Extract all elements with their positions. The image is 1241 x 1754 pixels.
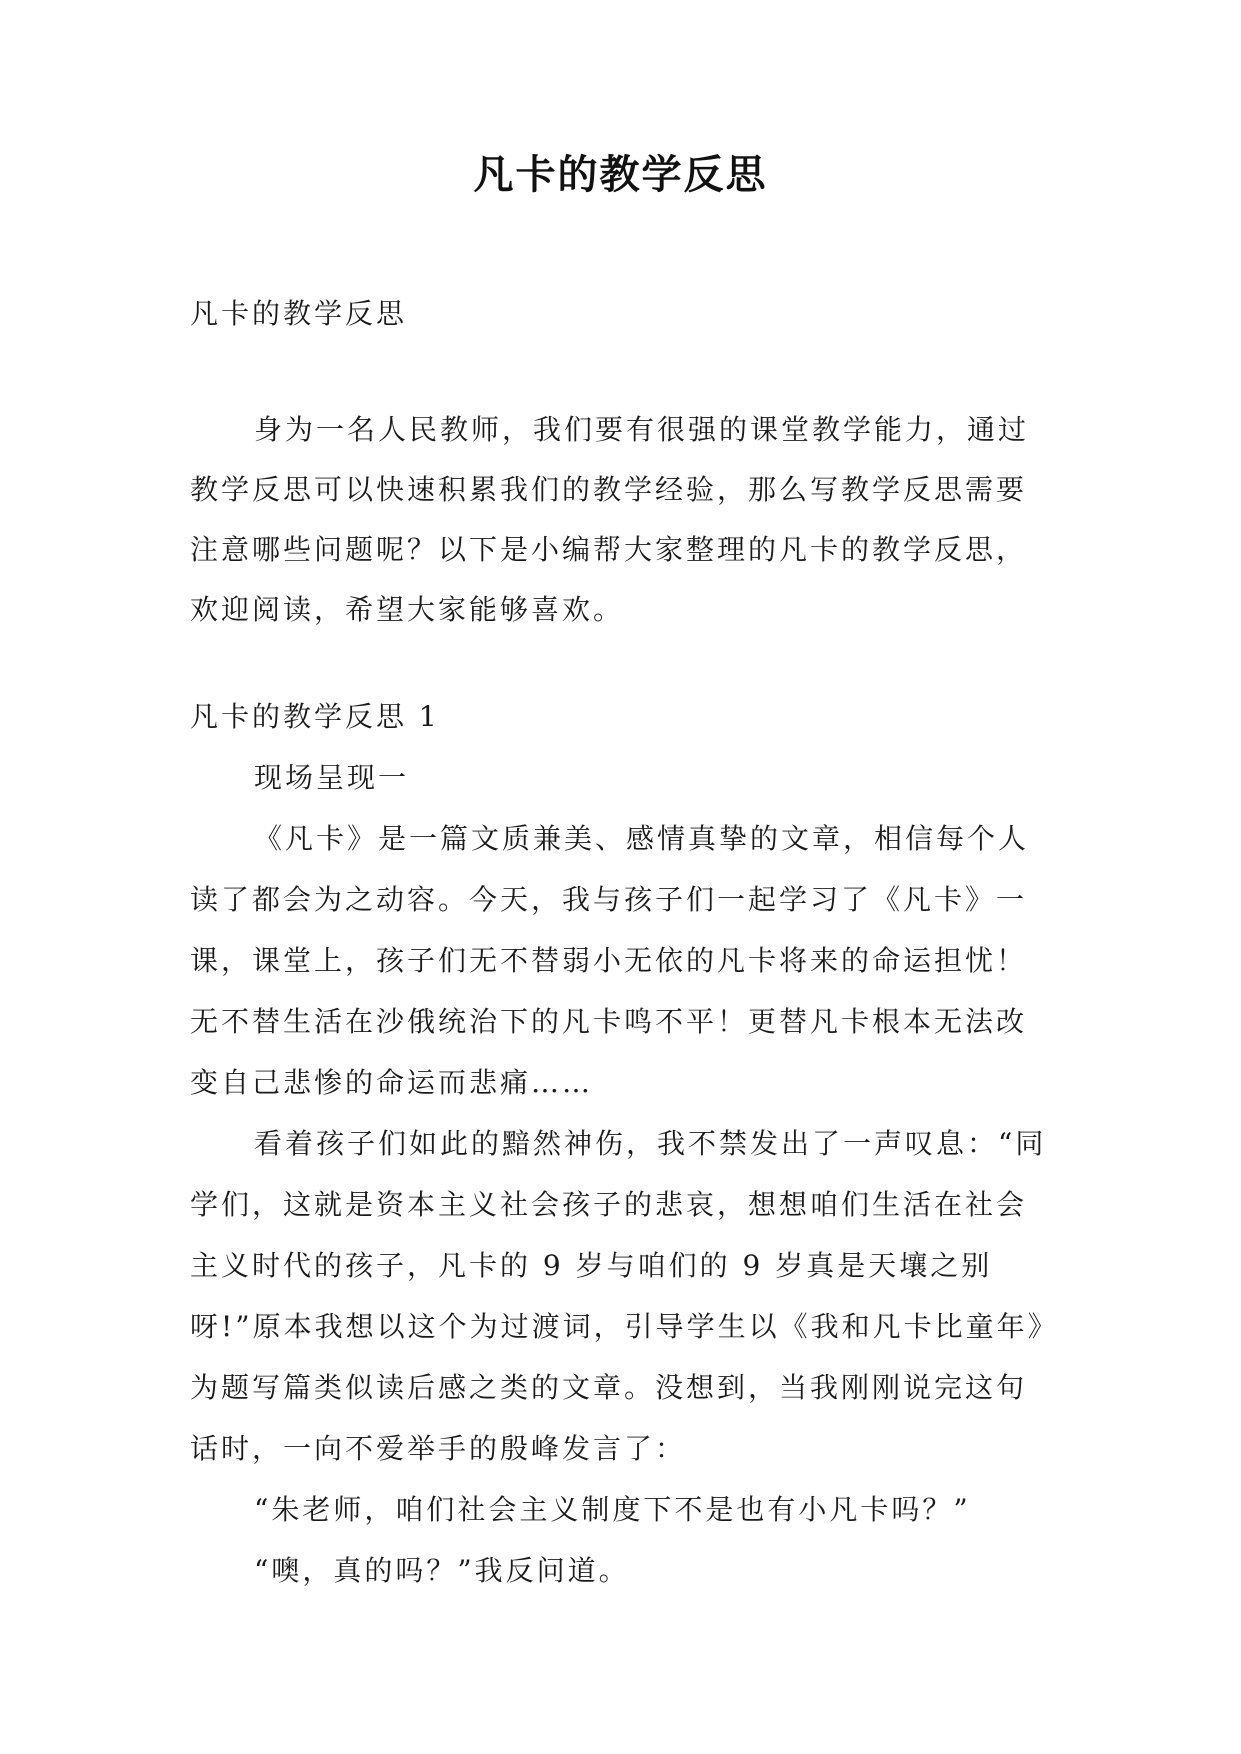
quote-paragraph: “朱老师，咱们社会主义制度下不是也有小凡卡吗？” (254, 1493, 971, 1526)
section-1 (190, 686, 1050, 1601)
intro-block (190, 400, 1050, 640)
body-paragraph: 看着孩子们如此的黯然神伤，我不禁发出了一声叹息：“同学们，这就是资本主义社会孩子的悲哀，想想咱们生活在社会主义时代的孩子，凡卡的 9 岁与咱们的 9 岁真是天壤之别呀!”原本我想以这个为过渡词，引导学生以《我和凡卡比童年》为题写篇类似读后感之类的文章。没想到，当我刚刚说完这句话时，一向不爱举手的殷峰发言了： (190, 1127, 1047, 1465)
section-subheading: 现场呈现一 (254, 761, 410, 794)
body-paragraph: 《凡卡》是一篇文质兼美、感情真挚的文章，相信每个人读了都会为之动容。今天，我与孩子们一起学习了《凡卡》一课，课堂上，孩子们无不替弱小无依的凡卡将来的命运担忧！无不替生活在沙俄统治下的凡卡鸣不平！更替凡卡根本无法改变自己悲惨的命运而悲痛…… (190, 822, 1030, 1099)
document-title: 凡卡的教学反思 (473, 152, 768, 198)
section-heading: 凡卡的教学反思 1 (190, 700, 440, 733)
intro-heading-block (190, 283, 1050, 345)
quote-paragraph: “噢，真的吗？”我反问道。 (254, 1554, 630, 1587)
intro-paragraph: 身为一名人民教师，我们要有很强的课堂教学能力，通过教学反思可以快速积累我们的教学经验，那么写教学反思需要注意哪些问题呢？以下是小编帮大家整理的凡卡的教学反思，欢迎阅读，希望大家能够喜欢。 (190, 413, 1030, 626)
intro-heading: 凡卡的教学反思 (190, 297, 408, 330)
